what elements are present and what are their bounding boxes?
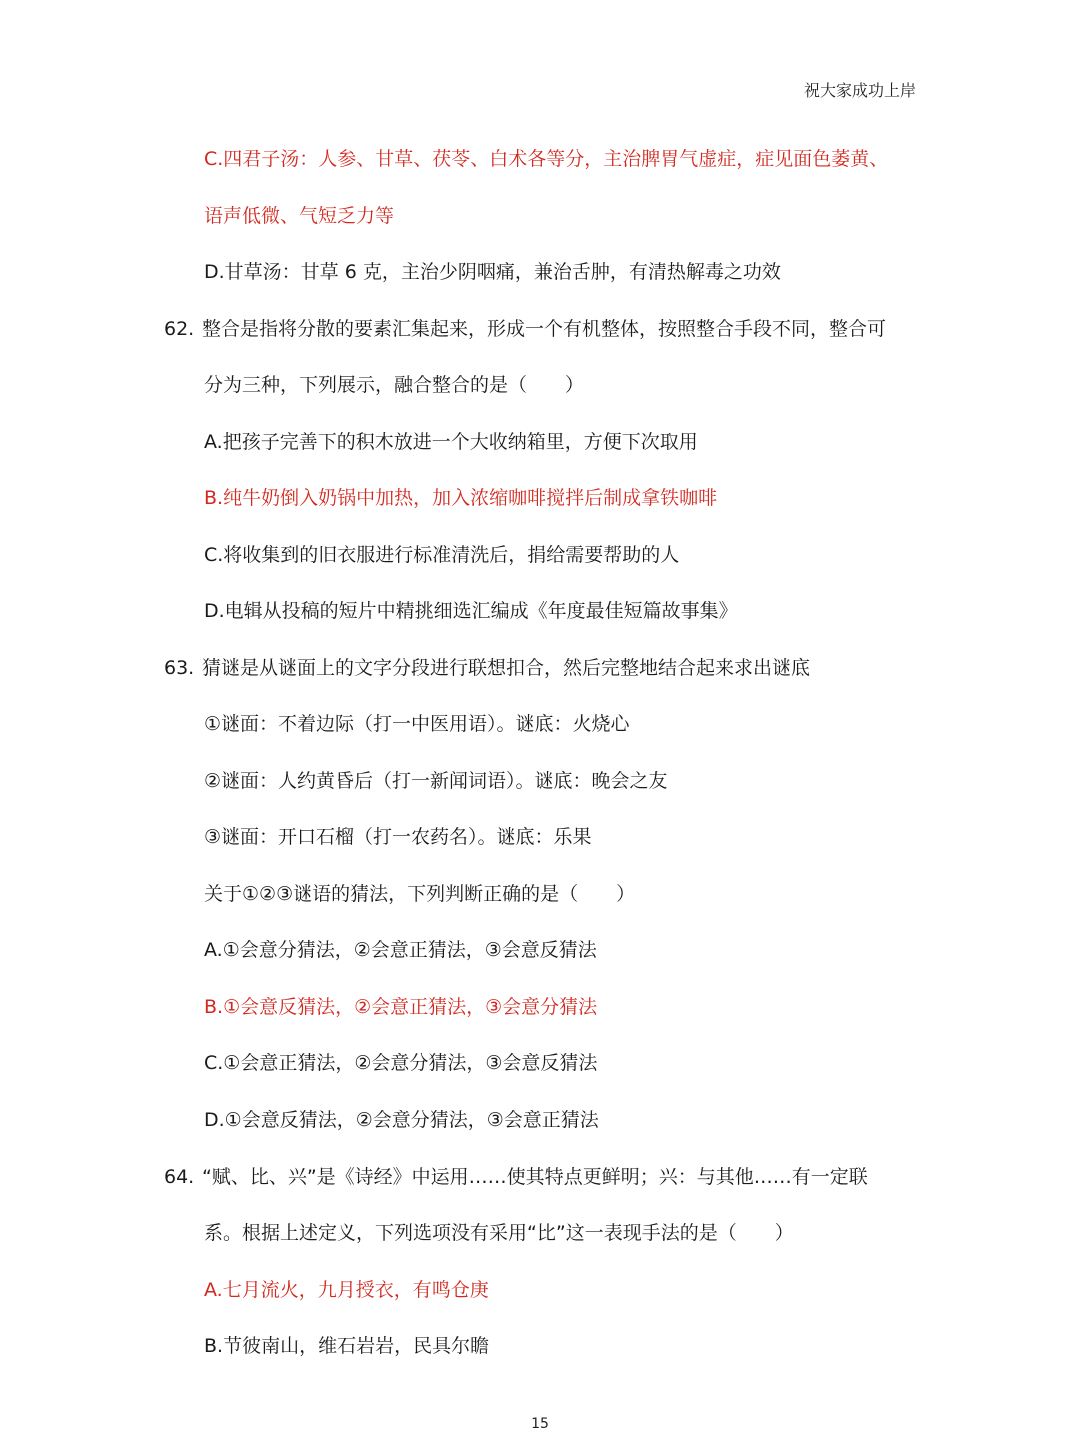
option-c-line1: C.四君子汤：人参、甘草、茯苓、白术各等分，主治脾胃气虚症，症见面色萎黄、 <box>204 148 889 170</box>
question-64-stem-line1: “赋、比、兴”是《诗经》中运用……使其特点更鲜明；兴：与其他……有一定联 <box>202 1166 868 1188</box>
question-63-option-d: D.①会意反猜法，②会意分猜法，③会意正猜法 <box>204 1109 599 1131</box>
riddle-2: ②谜面：人约黄昏后（打一新闻词语）。谜底：晚会之友 <box>204 770 668 792</box>
question-62-stem-line1: 整合是指将分散的要素汇集起来，形成一个有机整体，按照整合手段不同，整合可 <box>202 318 887 340</box>
option-d: D.甘草汤：甘草 6 克，主治少阴咽痛，兼治舌肿，有清热解毒之功效 <box>204 261 781 283</box>
riddle-3: ③谜面：开口石榴（打一农药名）。谜底：乐果 <box>204 826 592 848</box>
option-c-line2: 语声低微、气短乏力等 <box>204 205 395 227</box>
question-63-stem: 猜谜是从谜面上的文字分段进行联想扣合，然后完整地结合起来求出谜底 <box>202 657 811 679</box>
question-63-option-c: C.①会意正猜法，②会意分猜法，③会意反猜法 <box>204 1052 598 1074</box>
question-62-option-b: B.纯牛奶倒入奶锅中加热，加入浓缩咖啡搅拌后制成拿铁咖啡 <box>204 487 718 509</box>
question-62-option-c: C.将收集到的旧衣服进行标准清洗后，捐给需要帮助的人 <box>204 544 680 566</box>
question-62-stem-line2: 分为三种，下列展示，融合整合的是（ ） <box>204 374 585 396</box>
question-number-64: 64. <box>164 1166 195 1188</box>
question-63-option-a: A.①会意分猜法，②会意正猜法，③会意反猜法 <box>204 939 597 961</box>
question-64-option-b: B.节彼南山，维石岩岩，民具尔瞻 <box>204 1335 490 1357</box>
question-62-option-d: D.电辑从投稿的短片中精挑细选汇编成《年度最佳短篇故事集》 <box>204 600 738 622</box>
question-63-prompt: 关于①②③谜语的猜法，下列判断正确的是（ ） <box>204 883 636 905</box>
question-number-63: 63. <box>164 657 195 679</box>
question-64-option-a: A.七月流火，九月授衣，有鸣仓庚 <box>204 1279 489 1301</box>
question-62-option-a: A.把孩子完善下的积木放进一个大收纳箱里，方便下次取用 <box>204 431 698 453</box>
page-number: 15 <box>531 1416 549 1432</box>
question-number-62: 62. <box>164 318 195 340</box>
question-64-stem-line2: 系。根据上述定义，下列选项没有采用“比”这一表现手法的是（ ） <box>204 1222 794 1244</box>
riddle-1: ①谜面：不着边际（打一中医用语）。谜底：火烧心 <box>204 713 630 735</box>
header-slogan: 祝大家成功上岸 <box>803 81 916 100</box>
question-63-option-b: B.①会意反猜法，②会意正猜法，③会意分猜法 <box>204 996 598 1018</box>
